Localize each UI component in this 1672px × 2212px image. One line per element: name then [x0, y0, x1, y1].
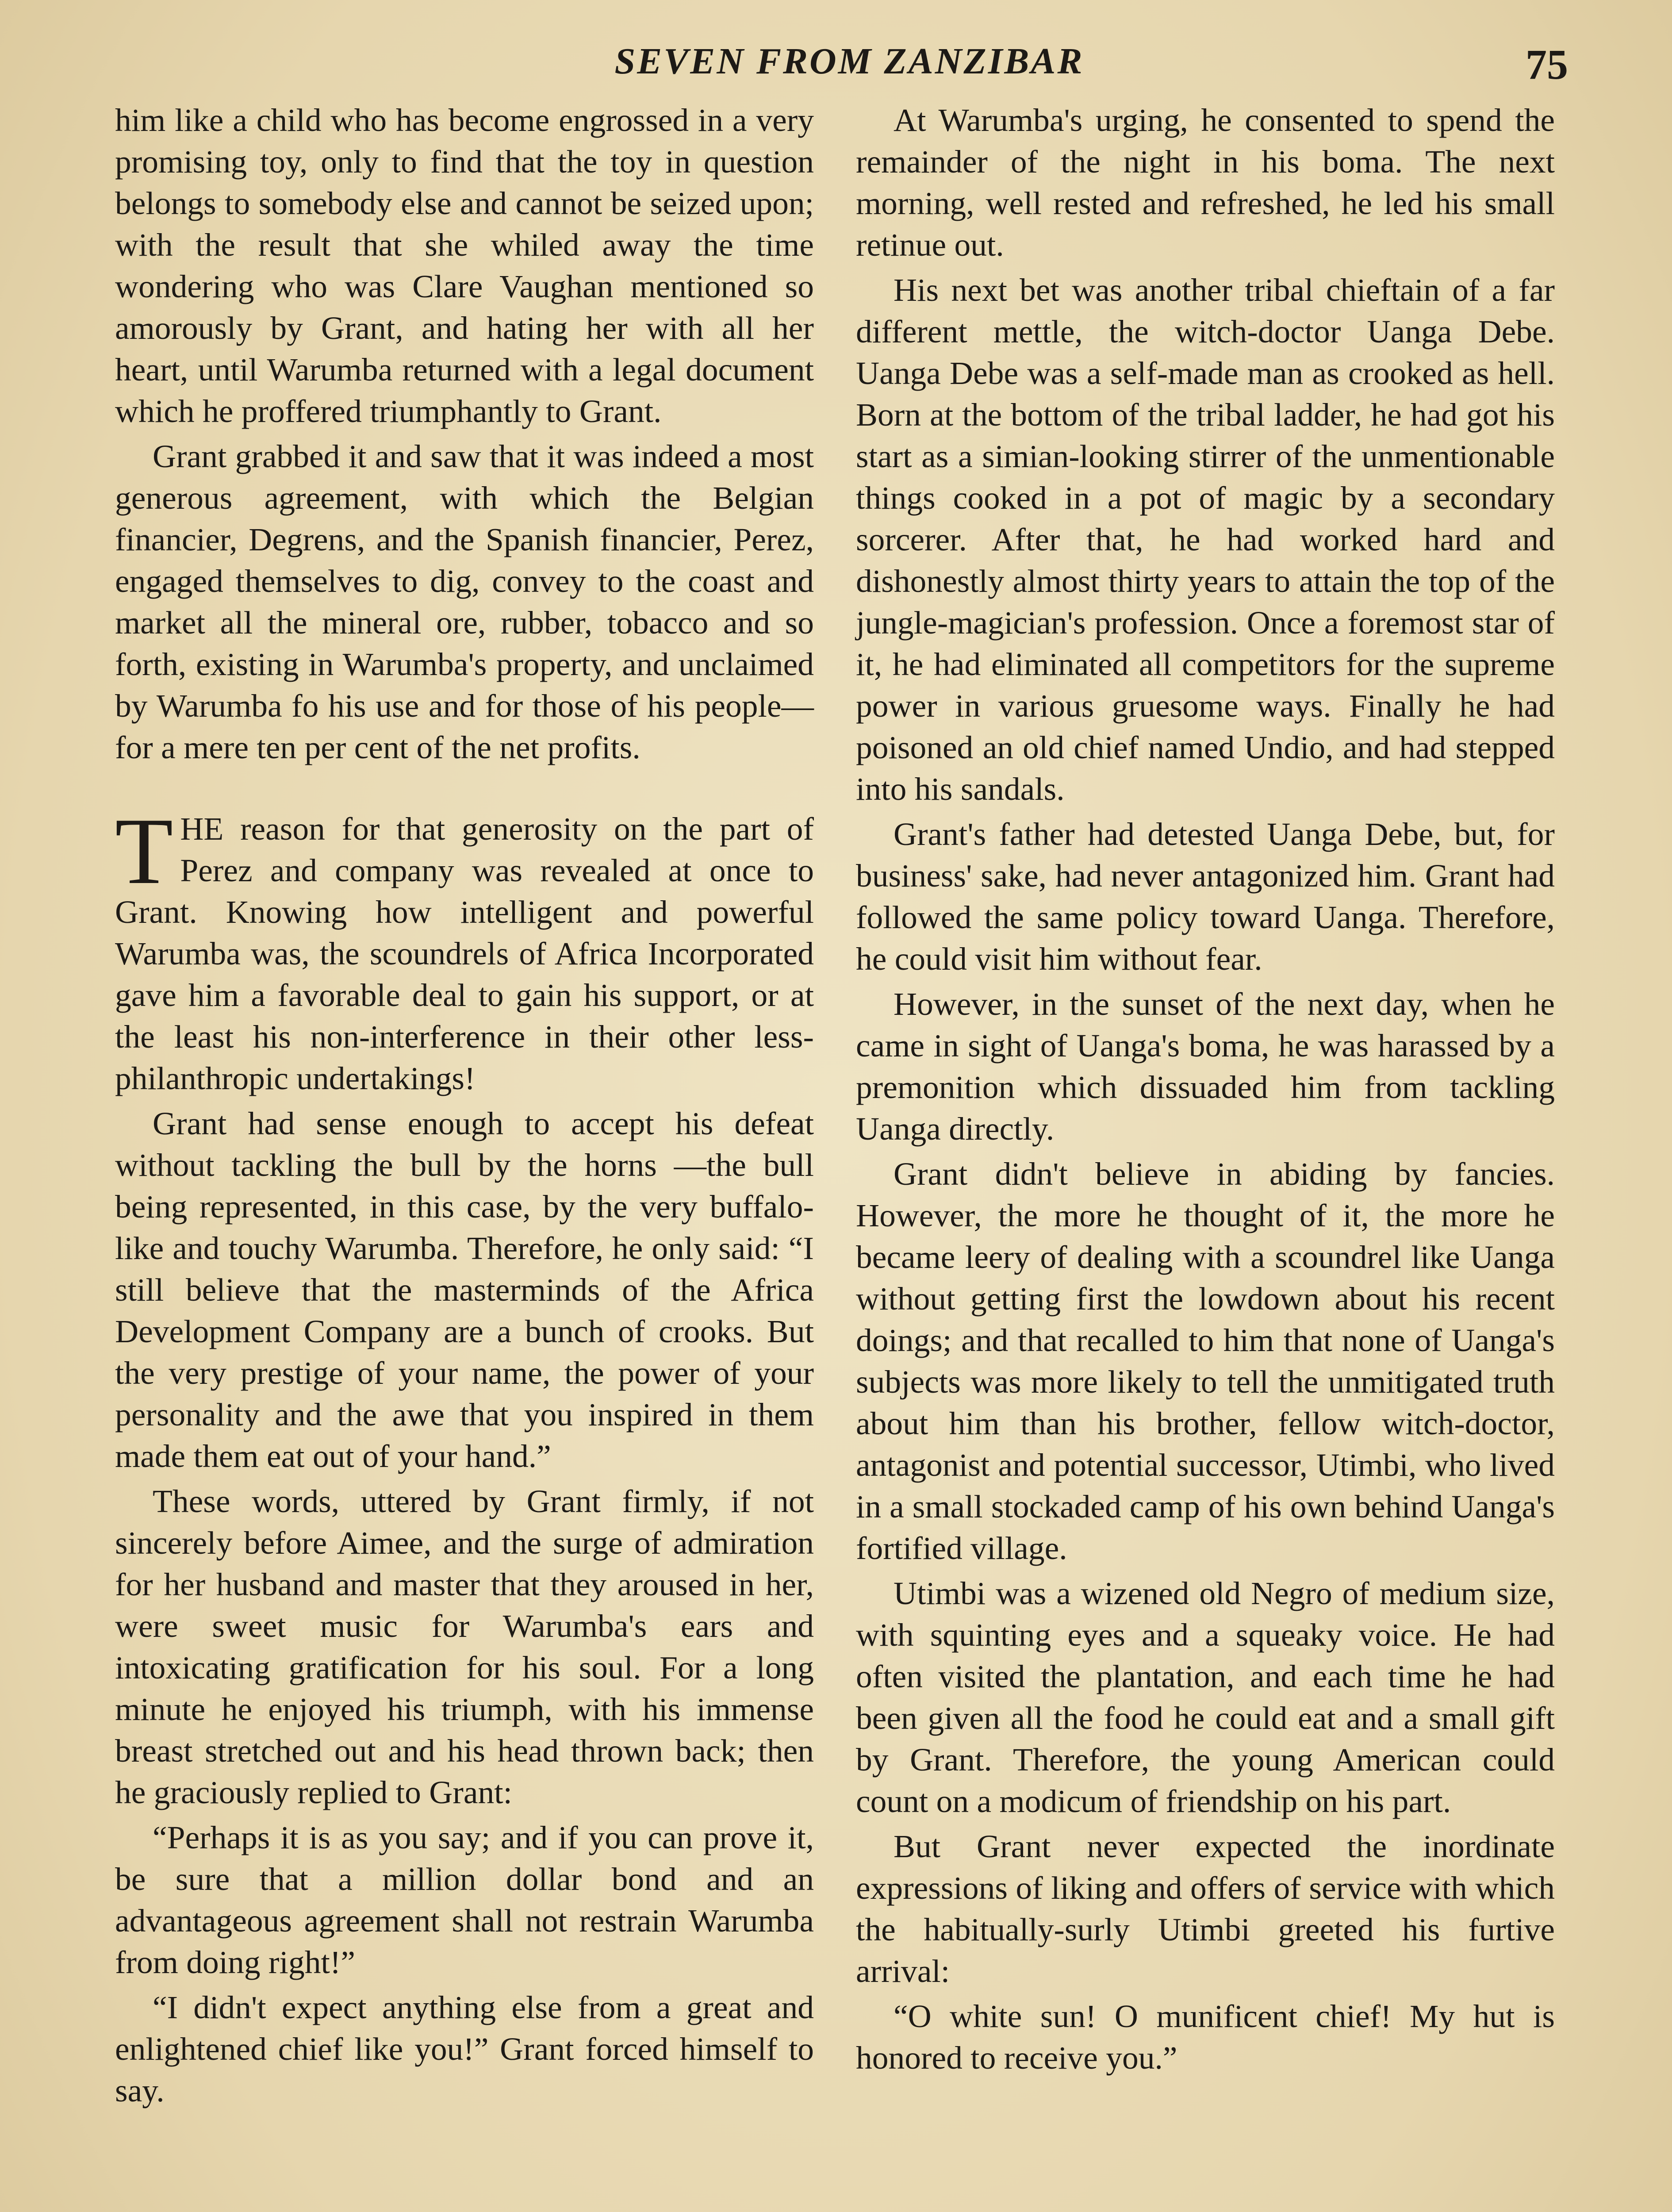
page-number: 75	[1526, 41, 1568, 88]
paragraph: “O white sun! O munificent chief! My hut is honored to receive you.”	[856, 1998, 1555, 2076]
paragraph: These words, uttered by Grant firmly, if not sincerely before Aimee, and the surge of admiration for her husband and master that they aroused in her, were sweet music for Warumba's ears and intoxicating gratification for his soul. For a long minute he enjoyed his triumph, with his immense breast stretched out and his head thrown back; then he graciously replied to Grant:	[115, 1483, 814, 1810]
paragraph: However, in the sunset of the next day, when he came in sight of Uanga's boma, he was harassed by a premonition which dissuaded him from tackling Uanga directly.	[856, 986, 1555, 1147]
right-column	[856, 100, 1555, 2082]
paragraph: His next bet was another tribal chieftain of a far different mettle, the witch-doctor Uanga Debe. Uanga Debe was a self-made man as crooked as hell. Born at the bottom of the tribal ladder, he had got his start as a simian-looking stirrer of the unmentionable things cooked in a pot of magic by a secondary sorcerer. After that, he had worked hard and dishonestly almost thirty years to attain the top of the jungle-magician's profession. Once a foremost star of it, he had eliminated all competitors for the supreme power in various gruesome ways. Finally he had poisoned an old chief named Undio, and had stepped into his sandals.	[856, 272, 1555, 807]
paragraph: Utimbi was a wizened old Negro of medium size, with squinting eyes and a squeaky voice. He had often visited the plantation, and each time he had been given all the food he could eat and a small gift by Grant. Therefore, the young American could count on a modicum of friendship on his part.	[856, 1575, 1555, 1819]
paragraph: Grant didn't believe in abiding by fancies. However, the more he thought of it, the more he became leery of dealing with a scoundrel like Uanga without getting first the lowdown about his recent doings; and that recalled to him that none of Uanga's subjects was more likely to tell the unmitigated truth about him than his brother, fellow witch-doctor, antagonist and potential successor, Utimbi, who lived in a small stockaded camp of his own behind Uanga's fortified village.	[856, 1156, 1555, 1566]
paragraph: But Grant never expected the inordinate expressions of liking and offers of service with which the habitually-surly Utimbi greeted his furtive arrival:	[856, 1828, 1555, 1989]
paragraph: At Warumba's urging, he consented to spend the remainder of the night in his boma. The next morning, well rested and refreshed, he led his small retinue out.	[856, 102, 1555, 263]
paragraph: Grant's father had detested Uanga Debe, but, for business' sake, had never antagonized him. Grant had followed the same policy toward Uanga. Therefore, he could visit him without fear.	[856, 816, 1555, 977]
paragraph: “I didn't expect anything else from a great and enlightened chief like you!” Grant forced himself to say.	[115, 1989, 814, 2108]
paragraph: Grant grabbed it and saw that it was indeed a most generous agreement, with which the Belgian financier, Degrens, and the Spanish financier, Perez, engaged themselves to dig, convey to the coast and market all the mineral ore, rubber, tobacco and so forth, existing in Warumba's property, and unclaimed by Warumba fo his use and for those of his people—for a mere ten per cent of the net profits.	[115, 438, 814, 765]
drop-cap: T	[115, 798, 173, 904]
page-header	[0, 40, 1672, 97]
section-opening-paragraph	[115, 798, 814, 1099]
paragraph: him like a child who has become engrossed in a very promising toy, only to find that the toy in question belongs to somebody else and cannot be seized upon; with the result that she whiled away the time wondering who was Clare Vaughan mentioned so amorously by Grant, and hating her with all her heart, until Warumba returned with a legal document which he proffered triumphantly to Grant.	[115, 102, 814, 429]
running-title: SEVEN FROM ZANZIBAR	[614, 41, 1084, 82]
paragraph: Grant had sense enough to accept his defeat without tackling the bull by the horns —the bull being represented, in this case, by the very buffalo-like and touchy Warumba. Therefore, he only said: “I still believe that the masterminds of the Africa Development Company are a bunch of crooks. But the very prestige of your name, the power of your personality and the awe that you inspired in them made them eat out of your hand.”	[115, 1106, 814, 1474]
left-column	[115, 100, 814, 2115]
paragraph-text: HE reason for that generosity on the part of Perez and company was revealed at once to Grant. Knowing how intelligent and powerful Warumba was, the scoundrels of Africa Incorporated gave him a favorable deal to gain his support, or at the least his non-interference in their other less-philanthropic undertakings!	[115, 811, 814, 1096]
paragraph: “Perhaps it is as you say; and if you can prove it, be sure that a million dollar bond and an advantageous agreement shall not restrain Warumba from doing right!”	[115, 1820, 814, 1980]
